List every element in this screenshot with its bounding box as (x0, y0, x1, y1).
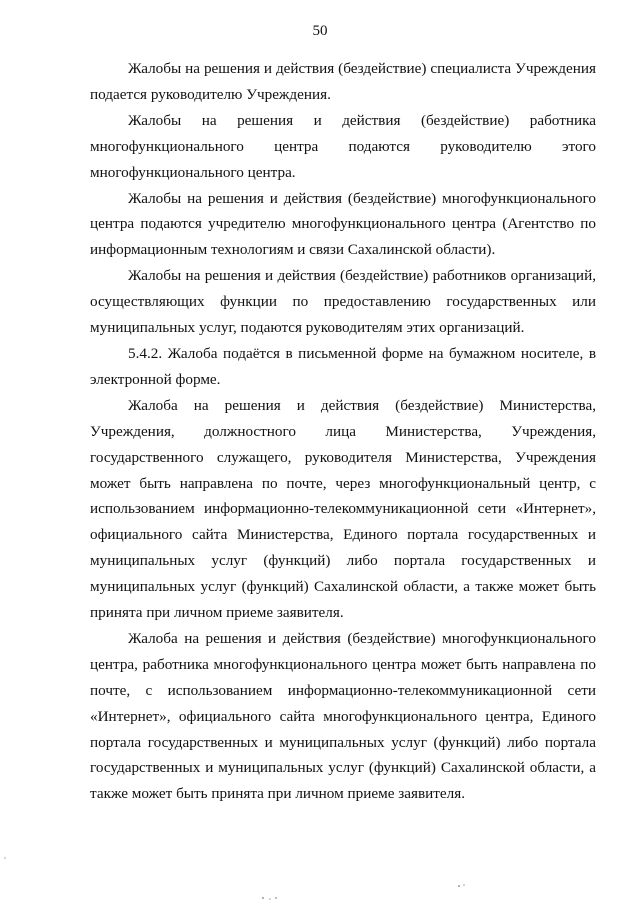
paragraph-complaint-mfc: Жалобы на решения и действия (бездействие) многофункционального центра подаются учредителю многофункционального центра (Агентство по информационным технологиям и связи Сахалинской области). (90, 189, 596, 259)
paragraph-section-5-4-2: 5.4.2. Жалоба подаётся в письменной форме на бумажном носителе, в электронной форме. (90, 344, 596, 388)
paragraph-complaint-ministry: Жалоба на решения и действия (бездействие) Министерства, Учреждения, должностного лица Министерства, Учреждения, государственного служащего, руководителя Министерства, Учреждения может быть направлена по почте, через многофункциональный центр, с использованием информационно-телекоммуникационной сети «Интернет», официального сайта Министерства, Единого портала государственных и муниципальных услуг (функций) либо портала государственных и муниципальных услуг (функций) Сахалинской области, а также может быть принята при личном приеме заявителя. (90, 396, 596, 622)
paragraph-complaint-mfc-worker: Жалобы на решения и действия (бездействие) работника многофункционального центра подаются руководителю этого многофункционального центра. (90, 111, 596, 181)
paragraph-complaint-specialist: Жалобы на решения и действия (бездействие) специалиста Учреждения подается руководителю Учреждения. (90, 60, 596, 103)
document-body (90, 56, 596, 807)
paragraph-complaint-organizations: Жалобы на решения и действия (бездействие) работников организаций, осуществляющих функции по предоставлению государственных или муниципальных услуг, подаются руководителям этих организаций. (90, 267, 596, 337)
page-number: 50 (312, 23, 328, 39)
paragraph-complaint-mfc-channels: Жалоба на решения и действия (бездействие) многофункционального центра, работника многофункционального центра может быть направлена по почте, с использованием информационно-телекоммуникационной сети «Интернет», официального сайта многофункционального центра, Единого портала государственных и муниципальных услуг (функций) либо портала государственных и муниципальных услуг (функций) Сахалинской области, а также может быть принята при личном приеме заявителя. (90, 629, 596, 803)
